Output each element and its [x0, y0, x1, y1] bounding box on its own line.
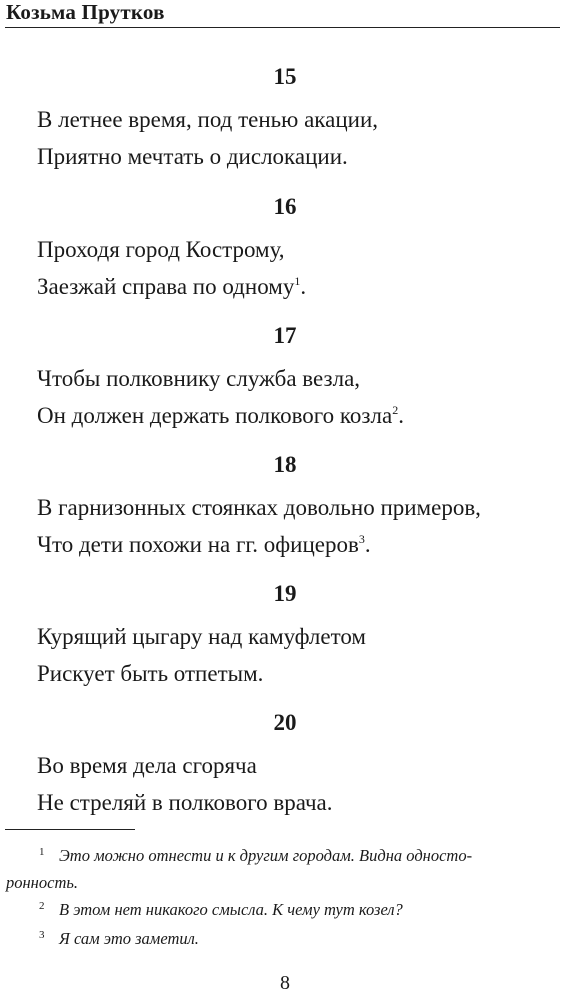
footnote-ref[interactable]: 1	[294, 274, 301, 288]
footnote-text: Это можно отнести и к другим городам. Видна односто-	[59, 846, 473, 865]
footnote-1: 1 Это можно отнести и к другим городам. Видна односто-	[39, 846, 473, 865]
verse-punctuation: .	[300, 274, 307, 299]
verse-punctuation: .	[398, 403, 404, 428]
stanza-number: 17	[273, 323, 297, 348]
running-head: Козьма Прутков	[6, 0, 165, 24]
verse-text: Он должен держать полкового козла	[37, 403, 393, 428]
page-number: 8	[280, 972, 290, 994]
verse-punctuation: .	[364, 532, 371, 557]
verse-line: В гарнизонных стоянках довольно примеров,	[37, 495, 481, 520]
verse-line: Не стреляй в полкового врача.	[37, 790, 333, 815]
footnote-ref[interactable]: 3	[358, 532, 365, 546]
stanza-number: 20	[273, 710, 297, 735]
verse-text: Заезжай справа по одному	[37, 274, 295, 299]
footnote-1-continuation: ронность.	[6, 873, 78, 892]
footnote-3: 3 Я сам это заметил.	[39, 929, 199, 948]
footnote-2: 2 В этом нет никакого смысла. К чему тут козел?	[39, 900, 403, 919]
footnote-rule	[5, 829, 135, 830]
verse-line	[37, 273, 306, 301]
stanza-number: 18	[273, 452, 297, 477]
verse-line	[37, 402, 404, 430]
verse-line: Курящий цыгару над камуфлетом	[37, 624, 366, 649]
verse-text: Что дети похожи на гг. офицеров	[37, 532, 359, 557]
verse-line: В летнее время, под тенью акации,	[37, 107, 379, 132]
footnote-text: Я сам это заметил.	[59, 929, 199, 948]
verse-line: Приятно мечтать о дислокации.	[37, 144, 348, 169]
stanza-number: 15	[273, 64, 297, 89]
verse-line: Во время дела сгоряча	[37, 753, 257, 778]
stanza-number: 19	[273, 581, 297, 606]
verse-line: Проходя город Кострому,	[37, 237, 285, 262]
footnote-text: В этом нет никакого смысла. К чему тут козел?	[59, 900, 403, 919]
verse-line: Рискует быть отпетым.	[37, 661, 264, 686]
verse-line: Чтобы полковнику служба везла,	[37, 366, 361, 391]
footnote-ref[interactable]: 2	[392, 403, 399, 417]
verse-line	[37, 531, 371, 559]
stanza-number: 16	[273, 194, 297, 219]
header-rule	[5, 27, 560, 28]
